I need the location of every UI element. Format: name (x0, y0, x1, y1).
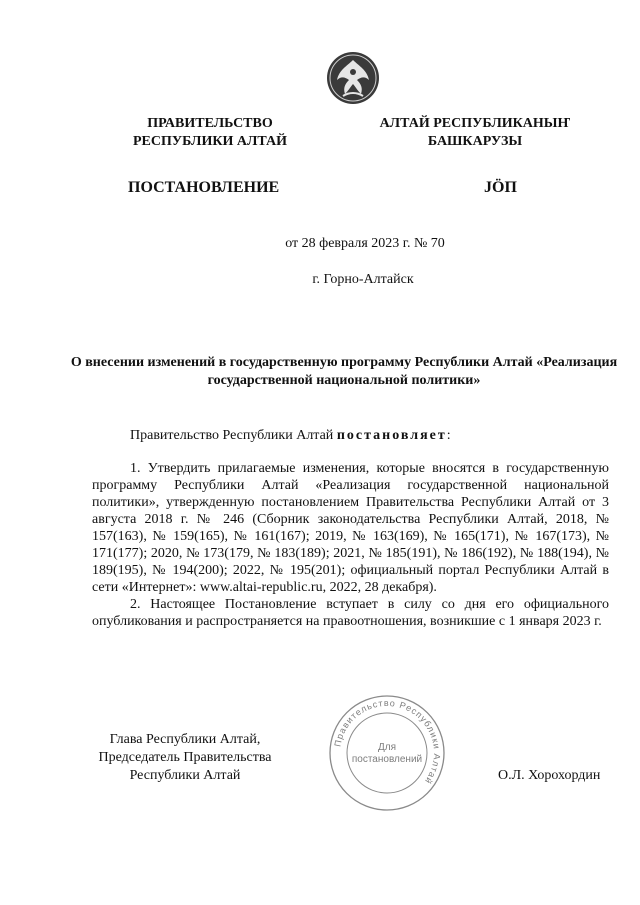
signatory-line1: Глава Республики Алтай, (109, 732, 261, 747)
document-date: от 28 февраля 2023 г. № 70 (285, 236, 445, 251)
document-body (92, 460, 609, 630)
signatory-title (92, 731, 278, 785)
header-left-line1: ПРАВИТЕЛЬСТВО (147, 116, 273, 131)
signatory-line3: Республики Алтай (129, 768, 241, 783)
header-left-line2: РЕСПУБЛИКИ АЛТАЙ (132, 134, 288, 149)
header-right-line1: АЛТАЙ РЕСПУБЛИКАНЫҤ (379, 116, 571, 131)
signatory-line2: Председатель Правительства (98, 750, 272, 765)
intro-text: Правительство Республики Алтай (130, 428, 334, 443)
signatory-name: О.Л. Хорохордин (498, 768, 601, 783)
paragraph-2: 2. Настоящее Постановление вступает в силу со дня его официального опубликования и распространяется на правоотношения, возникшие с 1 января 2023 г. (92, 597, 609, 629)
intro-line (130, 428, 451, 444)
document-title: О внесении изменений в государственную программу Республики Алтай «Реализация государственной национальной политики» (70, 355, 618, 388)
document-kind-russian: ПОСТАНОВЛЕНИЕ (128, 179, 280, 196)
stamp-center-line1: Для (377, 742, 397, 753)
coat-of-arms-emblem (325, 50, 381, 106)
header-right (360, 115, 590, 151)
document-kind-altai: JÖП (484, 179, 517, 196)
intro-colon: : (446, 428, 451, 443)
stamp-center-line2: постановлений (351, 754, 423, 765)
header-right-line2: БАШКАРУЗЫ (427, 134, 523, 149)
stamp-ring-text: Правительство Республики Алтай (332, 697, 443, 787)
intro-verb: постановляет (336, 428, 447, 443)
official-stamp (327, 693, 447, 813)
header-left (100, 115, 320, 151)
paragraph-1: 1. Утвердить прилагаемые изменения, которые вносятся в государственную программу Республики Алтай «Реализация государственной национальной политики», утвержденную постановлением Правительства Республики Алтай от 3 августа 2018 г. № 246 (Сборник законодательства Республики Алтай, 2018, № 157(163), № 159(165), № 161(167); 2019, № 163(169), № 165(171), № 167(173), № 171(177); 2020, № 173(179, № 183(189); 2021, № 185(191), № 186(192), № 188(194), № 189(195), № 194(200); 2022, № 195(201); официальный портал Республики Алтай в сети «Интернет»: www.altai-republic.ru, 2022, 28 декабря). (92, 461, 609, 595)
document-city: г. Горно-Алтайск (312, 272, 414, 287)
